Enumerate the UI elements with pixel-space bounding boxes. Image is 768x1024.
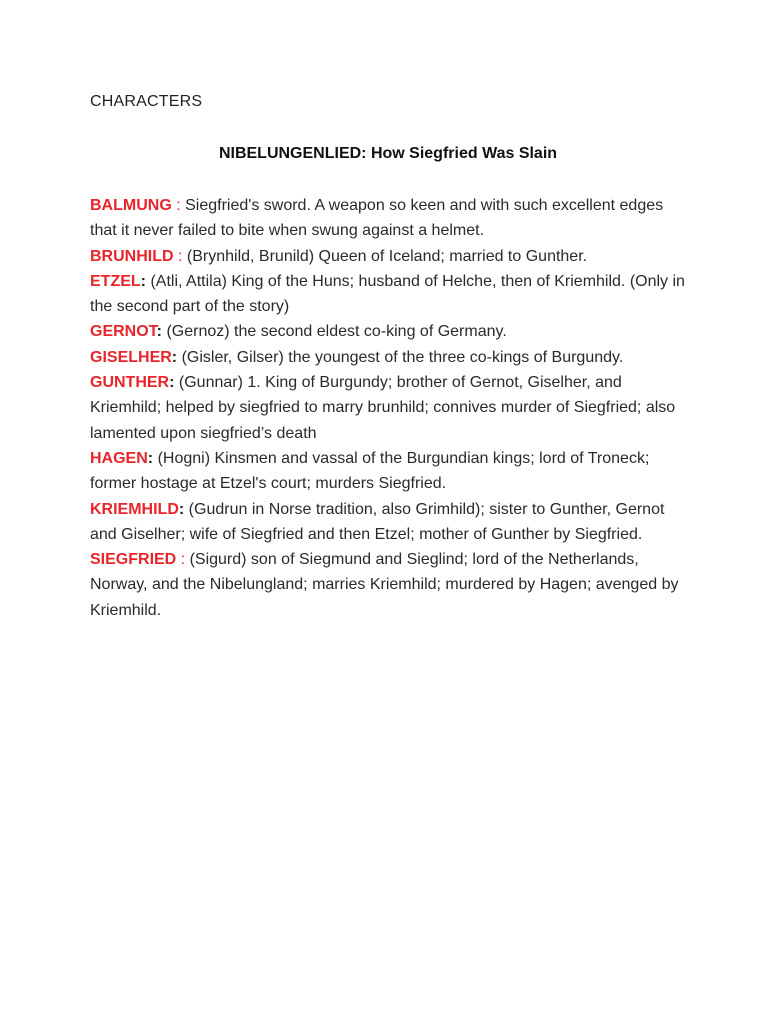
character-term: ETZEL (90, 272, 141, 290)
character-entry-hagen (90, 446, 690, 497)
character-term: KRIEMHILD (90, 500, 179, 518)
term-separator: : (171, 348, 182, 366)
character-description: (Gisler, Gilser) the youngest of the three co-kings of Burgundy. (181, 348, 624, 366)
document-title: NIBELUNGENLIED: How Siegfried Was Slain (218, 145, 558, 162)
term-separator: : (178, 500, 189, 518)
character-entry-kriemhild (90, 497, 690, 548)
character-term: HAGEN (90, 449, 148, 467)
term-separator: : (176, 551, 190, 569)
character-term: SIEGFRIED (90, 551, 177, 569)
term-separator: : (147, 449, 158, 467)
character-entry-balmung (90, 193, 690, 244)
term-separator: : (156, 323, 167, 341)
character-description: (Atli, Attila) King of the Huns; husband of Helche, then of Kriemhild. (Only in the second part of the story) (90, 272, 685, 316)
section-heading: CHARACTERS (90, 93, 203, 110)
character-description: (Hogni) Kinsmen and vassal of the Burgundian kings; lord of Troneck; former hostage at Etzel's court; murders Siegfried. (90, 449, 650, 493)
character-description: (Gunnar) 1. King of Burgundy; brother of Gernot, Giselher, and Kriemhild; helped by siegfried to marry brunhild; connives murder of Siegfried; also lamented upon siegfried’s death (90, 374, 676, 442)
term-separator: : (171, 197, 186, 214)
character-entry-etzel (90, 269, 690, 320)
character-description: (Gudrun in Norse tradition, also Grimhild); sister to Gunther, Gernot and Giselher; wife of Siegfried and then Etzel; mother of Gunther by Siegfried. (90, 500, 665, 543)
character-description: (Sigurd) son of Siegmund and Sieglind; lord of the Netherlands, Norway, and the Nibelungland; marries Kriemhild; murdered by Hagen; avenged by Kriemhild. (90, 551, 679, 619)
character-entry-giselher (90, 345, 690, 370)
term-separator: : (140, 272, 151, 290)
character-term: BRUNHILD (90, 247, 174, 265)
term-separator: : (169, 374, 179, 392)
character-description: (Gernoz) the second eldest co-king of Germany. (166, 323, 507, 341)
term-separator: : (173, 247, 187, 265)
character-list (90, 193, 690, 623)
character-description: (Brynhild, Brunild) Queen of Iceland; married to Gunther. (186, 247, 588, 265)
character-entry-gunther (90, 370, 690, 446)
character-entry-siegfried (90, 547, 690, 623)
character-description: Siegfried's sword. A weapon so keen and with such excellent edges that it never failed to bite when swung against a helmet. (90, 197, 664, 240)
character-term: GISELHER (90, 348, 172, 366)
character-entry-brunhild (90, 244, 690, 269)
character-term: GUNTHER (90, 374, 170, 392)
character-entry-gernot (90, 319, 690, 344)
character-term: BALMUNG (90, 197, 172, 214)
character-term: GERNOT (90, 323, 157, 341)
